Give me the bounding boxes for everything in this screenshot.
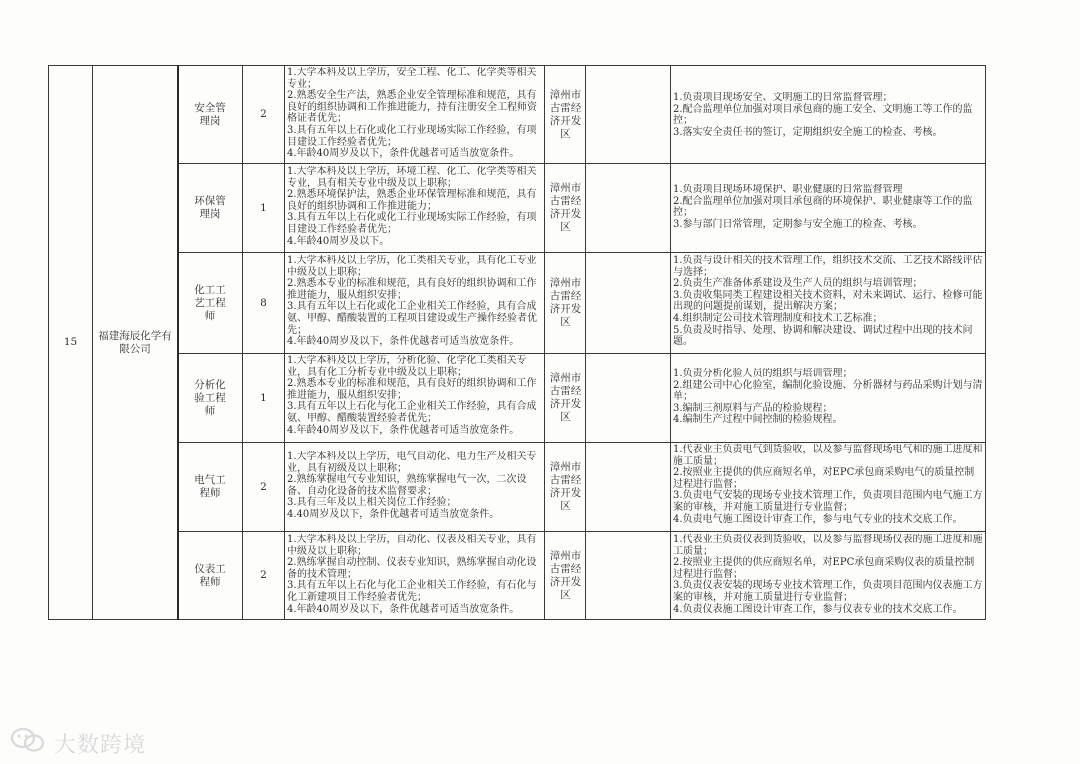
position-title: 安全管理岗 (194, 101, 226, 127)
requirement-item: 2.熟悉环境保护法，熟悉企业环保管理标准和规范，具有良好的组织协调和工作推进能力； (287, 189, 537, 212)
duty-item: 3.落实安全责任书的签订，定期组织安全施工的检查、考核。 (673, 126, 943, 138)
col-divider (544, 65, 545, 620)
duty-item: 2.配合监理单位加强对项目承包商的施工安全、文明施工等工作的监控； (673, 103, 973, 127)
duty-item: 3.编制三剂原料与产品的检验规程； (673, 402, 833, 414)
duties-cell (673, 184, 983, 250)
requirement-item: 4.40周岁及以下，条件优越者可适当放宽条件。 (287, 508, 500, 520)
requirement-item: 3.具有五年以上石化或化工行业现场实际工作经验，有项目建设工作经验者优先； (287, 212, 537, 235)
duties-cell (673, 255, 983, 353)
requirements-cell (287, 451, 542, 529)
requirements-cell (287, 67, 542, 163)
col-divider (670, 65, 671, 620)
duties-cell (673, 92, 983, 162)
wechat-logo-icon (10, 727, 46, 759)
requirement-item: 3.具有五年以上石化或化工企业相关工作经验，具有合成氨、甲醇、醋酸装置的工程项目建设或生产操作经验者优先； (287, 301, 537, 336)
requirement-item: 3.具有三年及以上相关岗位工作经验； (287, 497, 457, 509)
position-count: 2 (260, 569, 267, 581)
duty-item: 4.负责电气施工图设计审查工作，参与电气专业的技术交底工作。 (673, 513, 963, 525)
requirement-item: 1.大学本科及以上学历，自动化、仪表及相关专业，具有中级及以上职称； (287, 534, 537, 557)
duty-item: 2.组建公司中心化验室，编制化验设施、分析器材与药品采购计划与清单； (673, 379, 983, 403)
duty-item: 3.负责电气安装的现场专业技术管理工作，负责项目范围内电气施工方案的审核，并对施工质量进行专业监督； (673, 490, 983, 513)
requirement-item: 1.大学本科及以上学历，安全工程、化工、化学类等相关专业； (287, 67, 537, 90)
work-location: 漳州市古雷经济开发区 (549, 277, 582, 328)
duty-item: 1.负责项目现场环境保护、职业健康的日常监督管理 (673, 184, 903, 195)
duty-item: 1.代表业主负责仪表到货验收，以及参与监督现场仪表的施工进度和施工质量； (673, 534, 983, 557)
position-count: 1 (260, 201, 267, 214)
duty-item: 2.按照业主提供的供应商短名单，对EPC承包商采购仪表的质量控制过程进行监督； (673, 557, 975, 580)
duty-item: 4.组织制定公司技术管理制度和技术工艺标准； (673, 312, 883, 324)
work-location: 漳州市古雷经济开发区 (549, 461, 582, 512)
duty-item: 1.负责分析化验人员的组织与培训管理； (673, 368, 853, 379)
requirement-item: 2.熟练掌握电气专业知识，熟练掌握电气一次，二次设备、自动化设备的技术监督要求； (287, 474, 527, 497)
requirement-item: 4.年龄40周岁及以下。 (287, 235, 390, 247)
work-location: 漳州市古雷经济开发区 (549, 549, 582, 601)
requirements-cell (287, 166, 542, 252)
requirement-item: 4.年龄40周岁及以下，条件优越者可适当放宽条件。 (287, 148, 520, 160)
col-divider (92, 65, 93, 620)
duty-item: 3.参与部门日常管理，定期参与安全施工的检查、考核。 (673, 218, 923, 230)
requirements-cell (287, 534, 542, 619)
duty-item: 2.负责生产准备体系建设及生产人员的组织与培训管理； (673, 278, 923, 290)
position-count: 2 (260, 480, 267, 493)
duty-item: 3.负责收集同类工程建设相关技术资料，对未来调试、运行、检修可能出现的问题提前谋划，提出解决方案； (673, 289, 983, 313)
requirement-item: 2.熟悉本专业的标准和规范，具有良好的组织协调和工作推进能力，服从组织安排； (287, 278, 537, 301)
duty-item: 5.负责及时指导、处理、协调和解决建设、调试过程中出现的技术问题。 (673, 324, 973, 348)
work-location: 漳州市古雷经济开发区 (549, 88, 582, 140)
requirement-item: 2.熟悉本专业的标准和规范，具有良好的组织协调和工作推进能力，服从组织安排； (287, 378, 537, 401)
table-border-bottom (48, 619, 986, 620)
requirement-item: 4.年龄40周岁及以下，条件优越者可适当放宽条件。 (287, 336, 520, 348)
duty-item: 2.配合监理单位加强对项目承包商的环境保护、职业健康等工作的监控； (673, 195, 973, 219)
position-title: 电气工程师 (194, 474, 226, 499)
position-count: 2 (260, 108, 267, 120)
work-location: 漳州市古雷经济开发区 (549, 372, 582, 423)
watermark (10, 728, 146, 758)
requirement-item: 3.具有五年以上石化与化工企业相关工作经验，有石化与化工新建项目工作经验者优先； (287, 580, 537, 603)
position-title: 仪表工程师 (194, 562, 226, 588)
col-divider (284, 65, 285, 620)
requirement-item: 1.大学本科及以上学历，化工类相关专业，具有化工专业中级及以上职称； (287, 255, 537, 278)
requirement-item: 1.大学本科及以上学历，分析化验、化学化工类相关专业，具有化工分析专业中级及以上职称； (287, 355, 527, 378)
duty-item: 1.负责项目现场安全、文明施工的日常监督管理； (673, 92, 893, 103)
col-divider (177, 65, 179, 620)
position-title: 环保管理岗 (194, 195, 226, 220)
requirement-item: 3.具有五年以上石化或化工行业现场实际工作经验，有项目建设工作经验者优先； (287, 124, 537, 148)
duty-item: 1.代表业主负责电气到货验收，以及参与监督现场电气和的施工进度和施工质量； (673, 444, 983, 467)
position-title: 化工工艺工程师 (194, 283, 226, 322)
requirement-item: 4.年龄40周岁及以下，条件优越者可适当放宽条件。 (287, 603, 520, 615)
work-location: 漳州市古雷经济开发区 (549, 182, 582, 233)
row-number: 15 (63, 336, 78, 348)
requirement-item: 4.年龄40周岁及以下，条件优越者可适当放宽条件。 (287, 424, 520, 436)
requirements-cell (287, 255, 542, 353)
col-divider (985, 65, 986, 620)
duties-cell (673, 534, 983, 619)
table-border-top (48, 65, 986, 66)
position-count: 1 (260, 391, 267, 404)
position-title: 分析化验工程师 (194, 378, 226, 417)
duty-item: 3.负责仪表安装的现场专业技术管理工作，负责项目范围内仪表施工方案的审核，并对施工质量进行专业监督； (673, 580, 983, 603)
duty-item: 1.负责与设计相关的技术管理工作，组织技术交流、工艺技术路线评估与选择； (673, 255, 983, 278)
requirement-item: 2.熟悉安全生产法，熟悉企业安全管理标准和规范，具有良好的组织协调和工作推进能力，持有注册安全工程师资格证者优先； (287, 90, 537, 125)
requirement-item: 1.大学本科及以上学历，电气自动化、电力生产及相关专业，具有初级及以上职称； (287, 451, 537, 474)
requirement-item: 3.具有五年以上石化与化工企业相关工作经验，具有合成氨、甲醇、醋酸装置经验者优先； (287, 401, 537, 424)
duties-cell (673, 368, 983, 440)
col-divider (585, 65, 586, 620)
requirement-item: 2.熟练掌握自动控制、仪表专业知识，熟练掌握自动化设备的技术管理； (287, 557, 537, 580)
requirement-item: 1.大学本科及以上学历，环境工程、化工、化学类等相关专业，具有相关专业中级及以上职称； (287, 166, 537, 189)
position-count: 8 (260, 296, 267, 309)
company-name: 福建海辰化学有限公司 (98, 329, 172, 355)
duty-item: 2.按照业主提供的供应商短名单，对EPC承包商采购电气的质量控制过程进行监督； (673, 467, 975, 490)
duty-item: 4.负责仪表施工图设计审查工作，参与仪表专业的技术交底工作。 (673, 603, 963, 615)
watermark-text: 大数跨境 (54, 732, 147, 758)
duties-cell (673, 444, 983, 531)
duty-item: 4.编制生产过程中间控制的检验规程。 (673, 414, 843, 426)
requirements-cell (287, 355, 542, 442)
